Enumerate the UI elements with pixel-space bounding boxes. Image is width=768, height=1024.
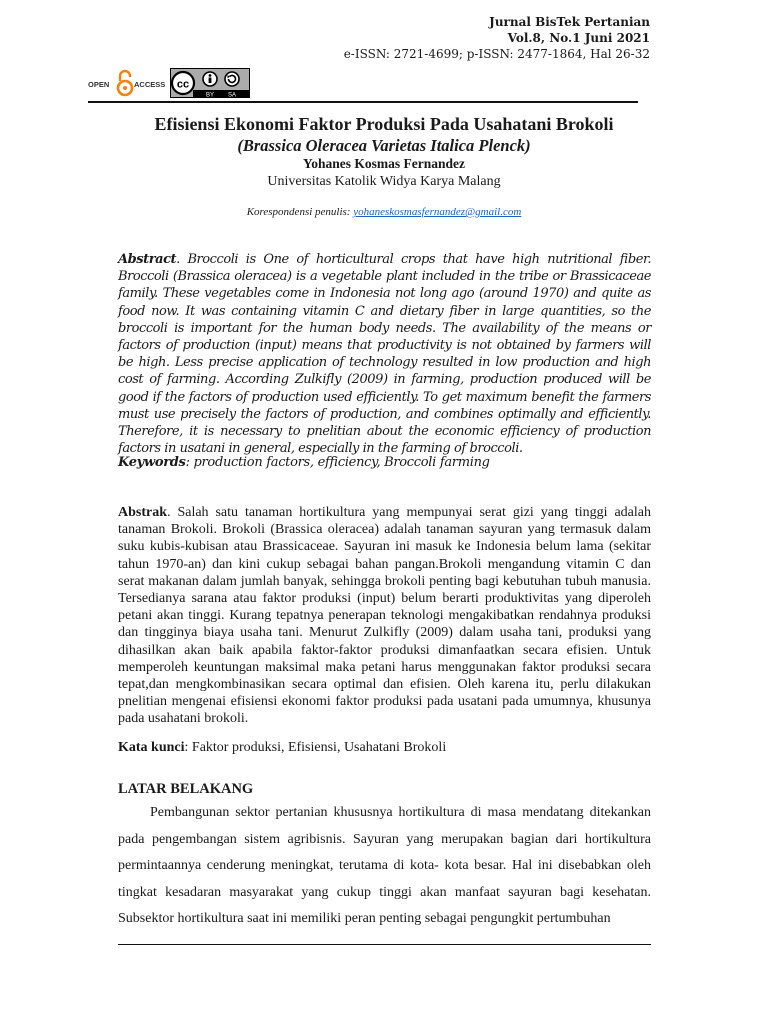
open-access-logo xyxy=(88,68,166,100)
abstract-indonesian-text: . Salah satu tanaman hortikultura yang mempunyai serat gizi yang tinggi adalah tanaman Brokoli. Brokoli (Brassica oleracea) adalah tanaman sayuran yang termasuk dalam suku kubis-kubisan atau Brassicaceae. Sayuran ini masuk ke Indonesia belum lama (sekitar tahun 1970-an) dan kini cukup sebagai bahan pangan.Brokoli mengandung vitamin C dan serat makanan dalam jumlah banyak, sehingga brokoli penting bagi kebutuhan tubuh manusia. Tersedianya sarana atau faktor produksi (input) belum berarti produktivitas yang diperoleh petani akan tinggi. Kurang tepatnya penerapan teknologi mengakibatkan rendahnya produksi dan tingginya biaya usaha tani. Menurut Zulkifly (2009) dalam usaha tani, produksi yang dihasilkan akan baik apabila faktor-faktor produksi dimanfaatkan secara efisien. Untuk memperoleh keuntungan maksimal maka petani harus menggunakan faktor produksi secara tepat,dan mengkombinasikan secara optimal dan efisien. Oleh karena itu, perlu dilakukan pnelitian mengenai efisiensi ekonomi faktor produksi pada usatani pada umumnya, khusunya pada usahatani brokoli. xyxy=(118,505,651,727)
body-paragraph: Pembangunan sektor pertanian khususnya hortikultura di masa mendatang ditekankan pada pengembangan sistem agribisnis. Sayuran yang merupakan bagian dari hortikultura permintaannya cenderung meningkat, terutama di kota- kota besar. Hal ini disebabkan oleh tingkat kesadaran masyarakat yang cukup tinggi akan manfaat sayuran bagi kesehatan. Subsektor hortikultura saat ini memiliki peran penting sebagai pengungkit pertumbuhan xyxy=(118,805,651,926)
abstract-english xyxy=(118,251,651,457)
open-lock-icon xyxy=(118,71,132,95)
cc-sa-label: SA xyxy=(227,92,237,98)
share-alike-icon xyxy=(225,72,239,86)
cc-by-sa-badge xyxy=(170,68,250,98)
keywords-english-text: : production factors, efficiency, Broccoli farming xyxy=(185,455,490,470)
open-access-text-right: ACCESS xyxy=(134,80,166,89)
section-heading: LATAR BELAKANG xyxy=(118,781,254,797)
cc-by-label: BY xyxy=(205,92,215,98)
attribution-icon xyxy=(203,72,217,86)
abstract-english-text: . Broccoli is One of horticultural crops that have high nutritional fiber. Broccoli (Brassica oleracea) is a vegetable plant included in the tribe or Brassicaceae family. These vegetables come in Indonesia not long ago (around 1970) and quite as food now. It was containing vitamin C and dietary fiber in large quantities, so the broccoli is important for the human body needs. The availability of the means or factors of production (input) means that productivity is not obtained by farmers will be high. Less precise application of technology resulted in low production and high cost of farming. According Zulkifly (2009) in farming, production produced will be good if the factors of production used efficiently. To get maximum benefit the farmers must use precisely the factors of production, and combines optimally and efficiently. Therefore, it is necessary to pnelitian about the economic efficiency of production factors in usatani in general, especially in the farming of broccoli. xyxy=(118,252,651,457)
open-access-text-left: OPEN xyxy=(88,80,110,89)
svg-text:cc: cc xyxy=(176,78,190,91)
keywords-indonesian-label: Kata kunci xyxy=(118,740,185,755)
cc-icon xyxy=(172,72,194,94)
author-affiliation: Universitas Katolik Widya Karya Malang xyxy=(267,174,501,189)
abstract-indonesian-label: Abstrak xyxy=(118,505,168,520)
keywords-english xyxy=(118,455,651,470)
author-name: Yohanes Kosmas Fernandez xyxy=(302,156,465,171)
abstract-english-label: Abstract xyxy=(118,252,177,267)
header-divider xyxy=(88,101,638,103)
keywords-english-label: Keywords xyxy=(118,455,186,470)
journal-issn: e-ISSN: 2721-4699; p-ISSN: 2477-1864, Hal 26-32 xyxy=(343,47,650,61)
abstract-indonesian xyxy=(118,504,651,728)
journal-volume: Vol.8, No.1 Juni 2021 xyxy=(507,31,650,45)
correspondence xyxy=(0,205,768,219)
correspondence-email-link[interactable]: yohaneskosmasfernandez@gmail.com xyxy=(353,206,522,218)
journal-header xyxy=(344,14,650,62)
keywords-indonesian xyxy=(118,740,446,756)
correspondence-label: Korespondensi penulis: xyxy=(246,206,351,218)
paper-title: Efisiensi Ekonomi Faktor Produksi Pada Usahatani Brokoli xyxy=(154,114,614,134)
keywords-indonesian-text: : Faktor produksi, Efisiensi, Usahatani Brokoli xyxy=(184,740,447,755)
journal-name: Jurnal BisTek Pertanian xyxy=(489,15,650,29)
footer-divider xyxy=(118,944,651,945)
paper-subtitle: (Brassica Oleracea Varietas Italica Plenck) xyxy=(237,136,531,155)
